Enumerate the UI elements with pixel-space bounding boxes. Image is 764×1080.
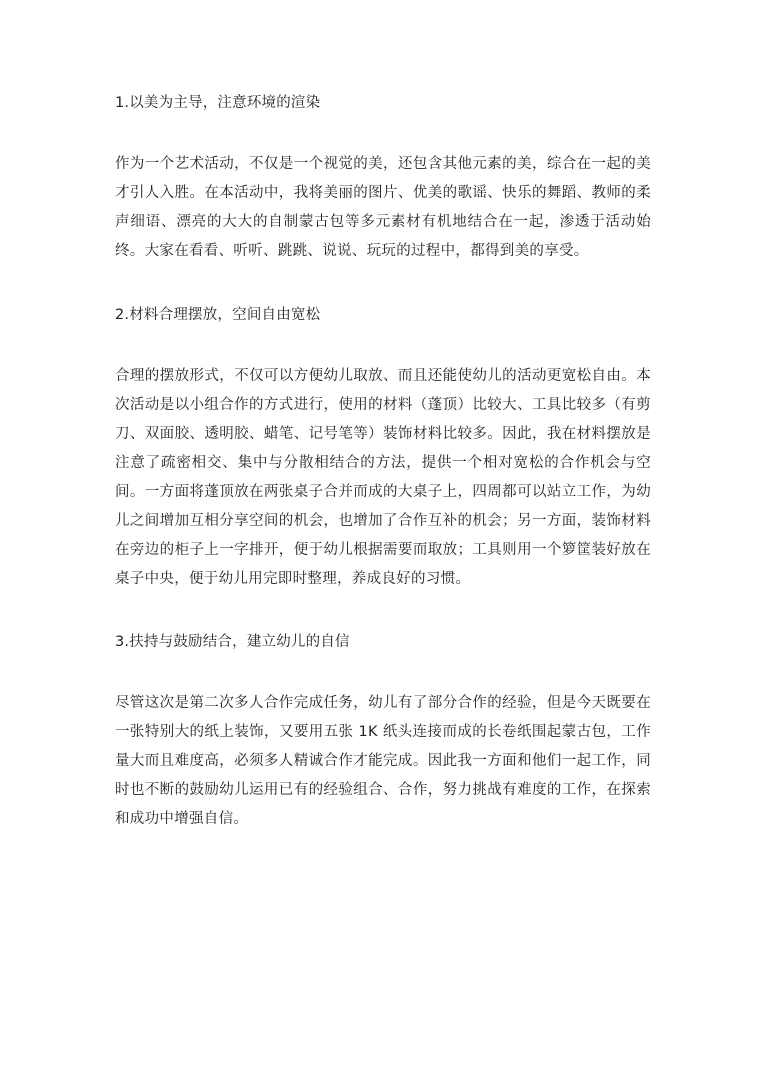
section-2 (115, 302, 651, 594)
section-1 (115, 90, 651, 266)
section-heading: 2.材料合理摆放，空间自由宽松 (115, 307, 321, 323)
section-heading: 3.扶持与鼓励结合，建立幼儿的自信 (115, 634, 350, 650)
document-page (115, 90, 651, 866)
section-3 (115, 629, 651, 834)
section-heading: 1.以美为主导，注意环境的渲染 (115, 95, 321, 111)
section-paragraph: 作为一个艺术活动，不仅是一个视觉的美，还包含其他元素的美，综合在一起的美才引人入胜。在本活动中，我将美丽的图片、优美的歌谣、快乐的舞蹈、教师的柔声细语、漂亮的大大的自制蒙古包等多元素材有机地结合在一起，渗透于活动始终。大家在看看、听听、跳跳、说说、玩玩的过程中，都得到美的享受。 (115, 156, 651, 259)
section-paragraph: 合理的摆放形式，不仅可以方便幼儿取放、而且还能使幼儿的活动更宽松自由。本次活动是以小组合作的方式进行，使用的材料（蓬顶）比较大、工具比较多（有剪刀、双面胶、透明胶、蜡笔、记号笔等）装饰材料比较多。因此，我在材料摆放是注意了疏密相交、集中与分散相结合的方法，提供一个相对宽松的合作机会与空间。一方面将蓬顶放在两张桌子合并而成的大桌子上，四周都可以站立工作，为幼儿之间增加互相分享空间的机会，也增加了合作互补的机会；另一方面，装饰材料在旁边的柜子上一字排开，便于幼儿根据需要而取放；工具则用一个箩筐装好放在桌子中央，便于幼儿用完即时整理，养成良好的习惯。 (115, 368, 651, 587)
section-paragraph: 尽管这次是第二次多人合作完成任务，幼儿有了部分合作的经验，但是今天既要在一张特别大的纸上装饰，又要用五张 1K 纸头连接而成的长卷纸围起蒙古包，工作量大而且难度高，必须多人精诚合作才能完成。因此我一方面和他们一起工作，同时也不断的鼓励幼儿运用已有的经验组合、合作，努力挑战有难度的工作，在探索和成功中增强自信。 (115, 695, 651, 827)
